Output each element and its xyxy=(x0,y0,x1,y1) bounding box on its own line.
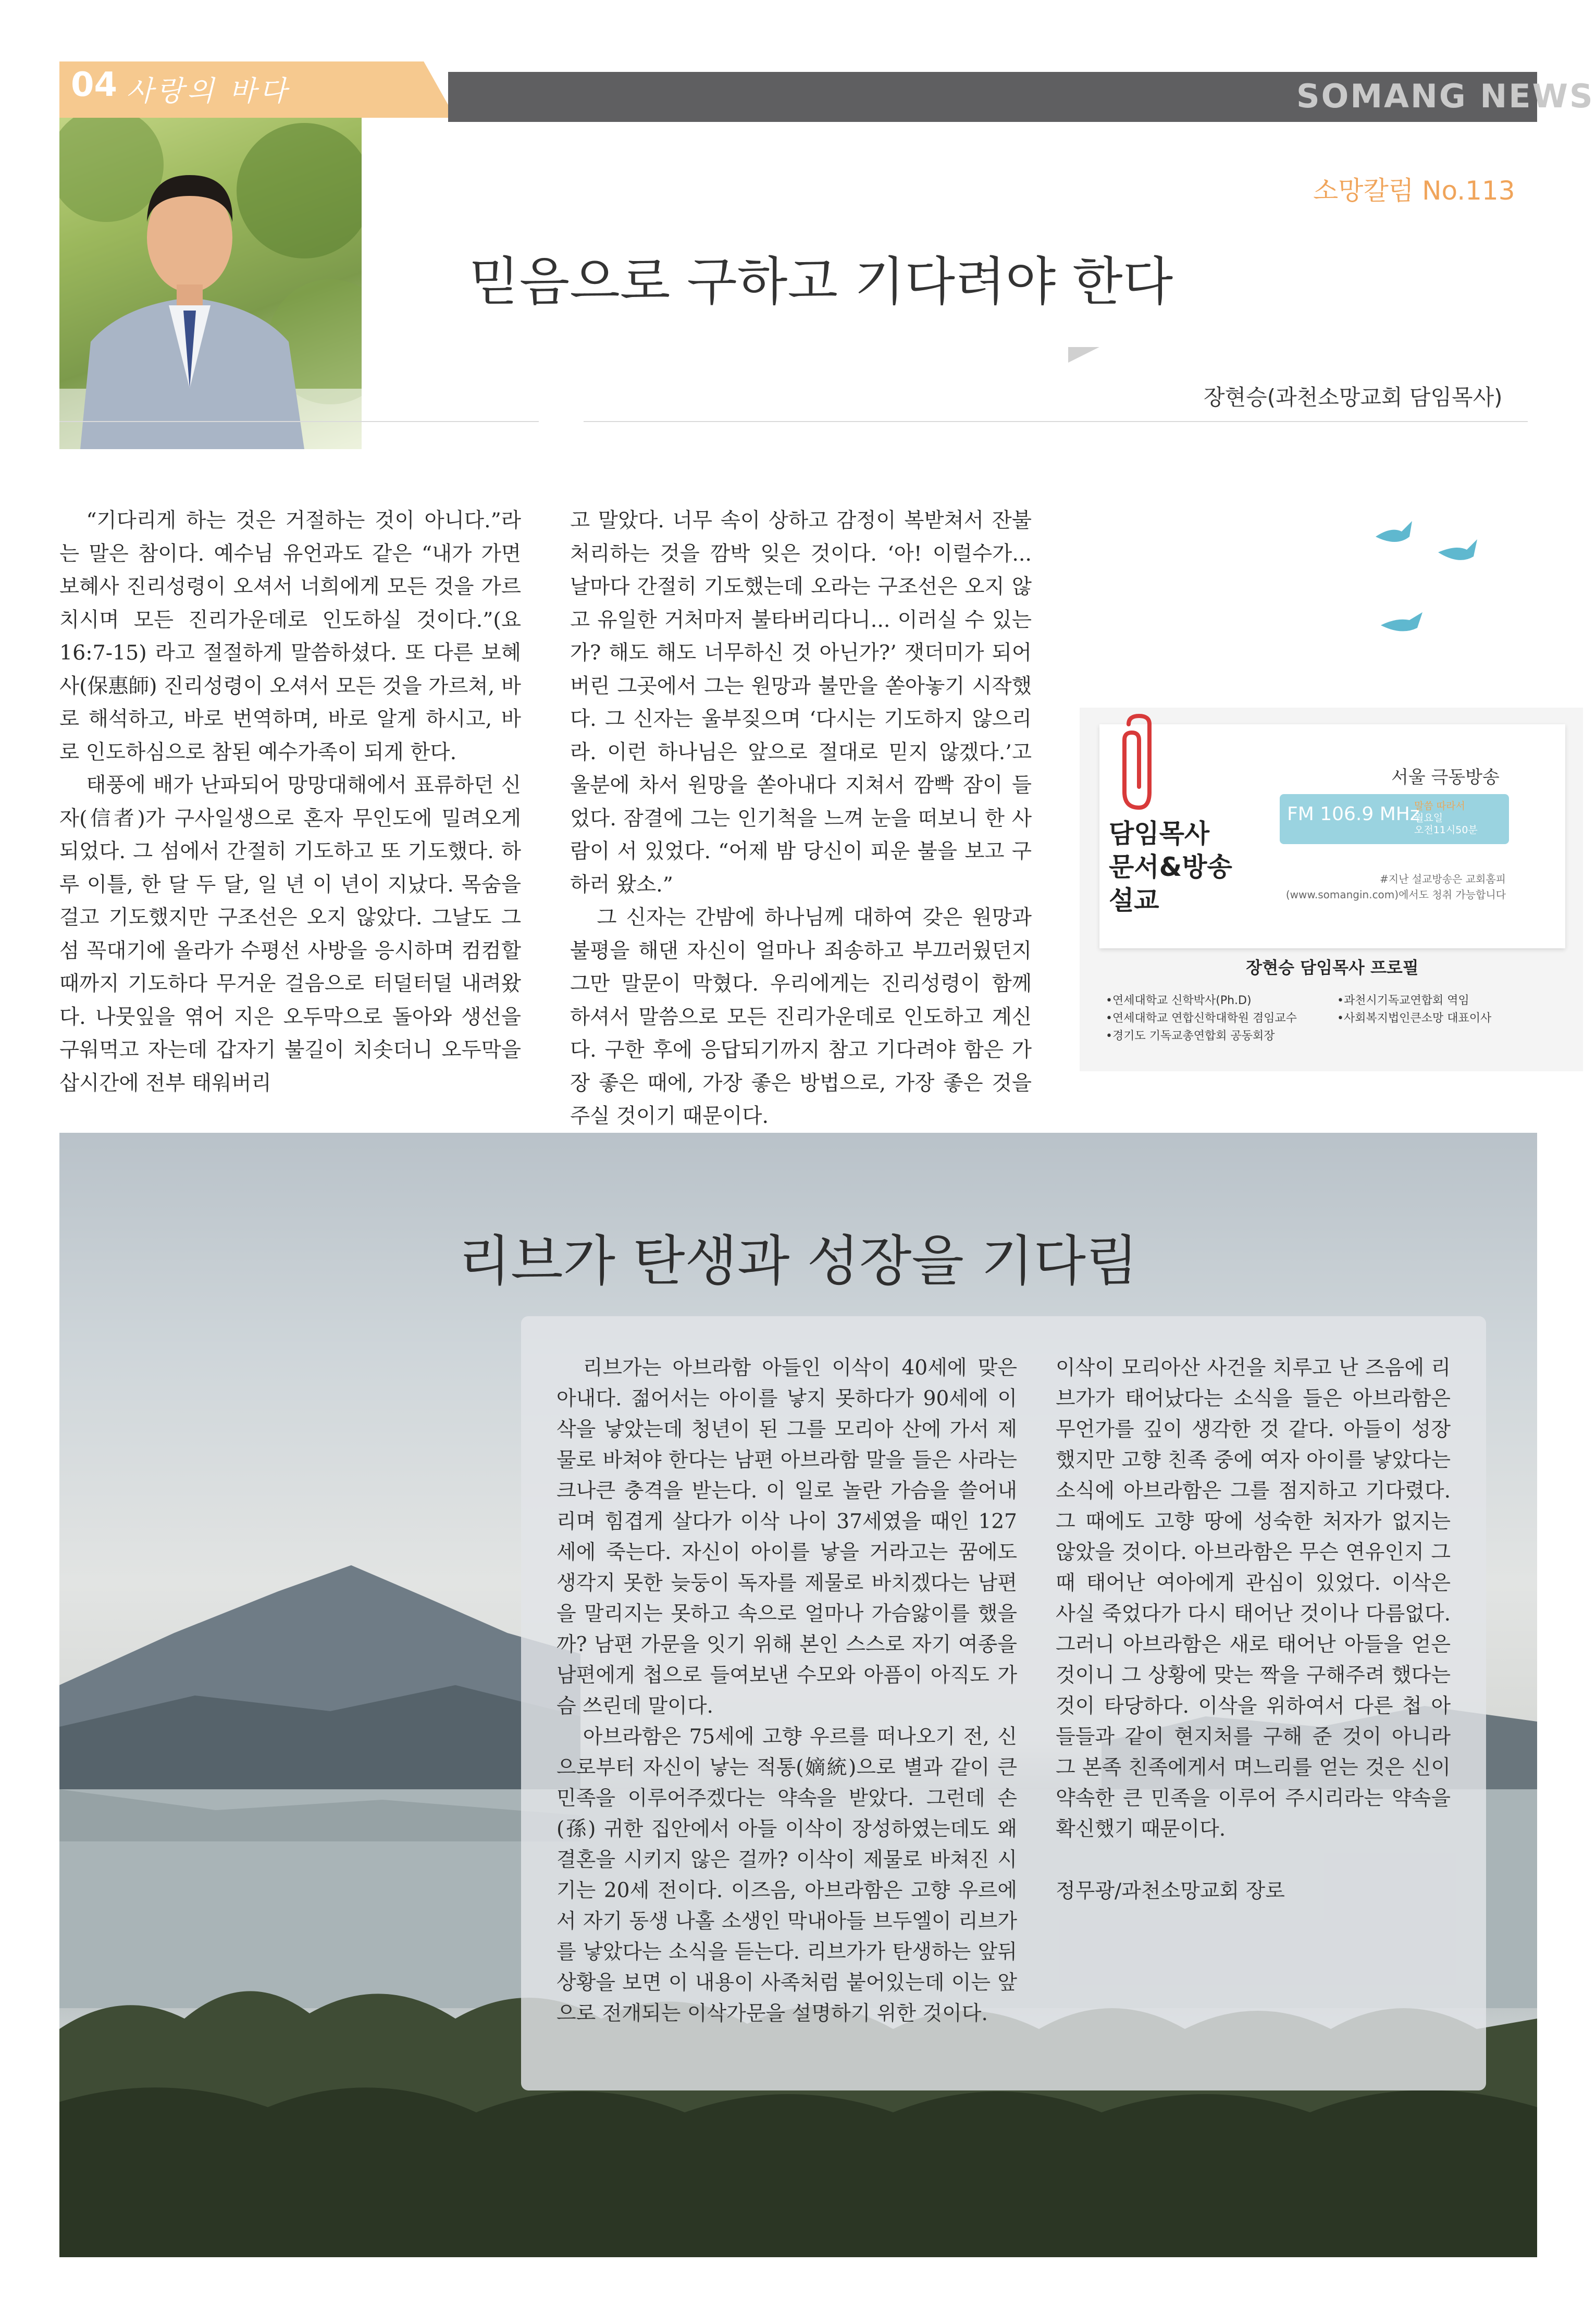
profile-item: •사회복지법인큰소망 대표이사 xyxy=(1337,1012,1492,1025)
paragraph: 이삭이 모리아산 사건을 치루고 난 즈음에 리브가가 태어났다는 소식을 들은 아브라함은 무언가를 깊이 생각한 것 같다. 아들이 성장했지만 고향 친족 중에 여자 아이를 낳았다는 소식에 아브라함은 그를 점지하고 기다렸다. 그 때에도 고향 땅에 성숙한 처자가 없지는 않았을 것이다. 아브라함은 무슨 연유인지 그때 태어난 여아에게 관심이 있었다. 이삭은 사실 죽었다가 다시 태어난 것이나 다름없다. 그러니 아브라함은 새로 태어난 아들을 얻은 것이니 그 상황에 맞는 짝을 구해주려 했다는 것이 타당하다. 이삭을 위하여서 다른 첩 아들들과 같이 현지처를 구해 준 것이 아니라 그 본족 친족에게서 며느리를 얻는 것은 신이 약속한 큰 민족을 이루어 주시리라는 약속을 확신했기 때문이다. xyxy=(1056,1356,1451,1841)
card-label-line: 문서&방송 xyxy=(1109,852,1232,882)
web-note-line: #지난 설교방송은 교회홈피 xyxy=(1380,873,1506,885)
feature-signature: 정무광/과천소망교회 장로 xyxy=(1056,1879,1285,1903)
fm-frequency: FM 106.9 MHz xyxy=(1287,803,1420,825)
feature-body-right xyxy=(1056,1353,1451,1907)
feature-body-left xyxy=(556,1353,1017,2029)
program-time: 오전11시50분 xyxy=(1414,824,1478,836)
pastor-portrait-illustration xyxy=(59,118,362,449)
broadcast-schedule xyxy=(1414,800,1478,836)
column-label: 소망칼럼 No.113 xyxy=(1313,176,1515,206)
divider xyxy=(584,421,1528,422)
divider xyxy=(59,421,539,422)
brand-logo: SOMANG NEWS xyxy=(1296,77,1594,115)
profile-item: •경기도 기독교총연합회 공동회장 xyxy=(1106,1030,1275,1043)
profile-item: •연세대학교 신학박사(Ph.D) xyxy=(1106,994,1252,1007)
profile-item: •연세대학교 연합신학대학원 겸임교수 xyxy=(1106,1012,1297,1025)
profile-item: •과천시기독교연합회 역임 xyxy=(1337,994,1469,1007)
feature-title: 리브가 탄생과 성장을 기다림 xyxy=(458,1229,1139,1293)
program-name: 말씀 따라서 xyxy=(1414,800,1465,812)
pastor-photo xyxy=(59,118,362,449)
paragraph: 고 말았다. 너무 속이 상하고 감정이 복받쳐서 잔불 처리하는 것을 깜박 잊은 것이다. ‘아! 이럴수가... 날마다 간절히 기도했는데 오라는 구조선은 오지 않고 유일한 거처마저 불타버리다니... 이러실 수 있는가? 해도 해도 너무하신 것 아닌가?’ 잿더미가 되어버린 그곳에서 그는 원망과 불만을 쏟아놓기 시작했다. 그 신자는 울부짖으며 ‘다시는 기도하지 않으리라. 이런 하나님은 앞으로 절대로 믿지 않겠다.’고 울분에 차서 원망을 쏟아내다 지쳐서 깜빡 잠이 들었다. 잠결에 그는 인기척을 느껴 눈을 떠보니 한 사람이 서 있었다. “어제 밤 당신이 피운 불을 보고 구하러 왔소.” xyxy=(570,509,1032,897)
column-author: 장현승(과천소망교회 담임목사) xyxy=(1204,385,1503,410)
paragraph: “기다리게 하는 것은 거절하는 것이 아니다.”라는 말은 참이다. 예수님 유언과도 같은 “내가 가면 보혜사 진리성령이 오셔서 너희에게 모든 것을 가르치시며 모든 진리가운데로 인도하실 것이다.”(요16:7-15) 라고 절절하게 말씀하셨다. 또 다른 보혜사(保惠師) 진리성령이 오셔서 모든 것을 가르쳐, 바로 해석하고, 바로 번역하며, 바로 알게 하시고, 바로 인도하심으로 참된 예수가족이 되게 한다. xyxy=(59,509,521,764)
program-day: 월요일 xyxy=(1414,812,1443,824)
section-title: 사랑의 바다 xyxy=(126,75,290,107)
card-label-line: 담임목사 xyxy=(1109,819,1210,849)
paragraph: 태풍에 배가 난파되어 망망대해에서 표류하던 신자(信者)가 구사일생으로 혼자 무인도에 밀려오게 되었다. 그 섬에서 간절히 기도하고 또 기도했다. 하루 이틀, 한 달 두 달, 일 년 이 년이 지났다. 목숨을 걸고 기도했지만 구조선은 오지 않았다. 그날도 그 섬 꼭대기에 올라가 수평선 사방을 응시하며 컴컴할 때까지 기도하다 무거운 걸음으로 터덜터덜 내려왔다. 나뭇잎을 엮어 지은 오두막으로 돌아와 생선을 구워먹고 자는데 갑자기 불길이 치솟더니 오두막을 삽시간에 전부 태워버리 xyxy=(59,773,521,1095)
card-label xyxy=(1109,817,1232,917)
title-accent xyxy=(1068,347,1099,363)
broadcaster-name: 서울 극동방송 xyxy=(1391,767,1500,788)
column-title: 믿음으로 구하고 기다려야 한다 xyxy=(469,251,1173,312)
profile-list xyxy=(1106,992,1297,1045)
paragraph: 그 신자는 간밤에 하나님께 대하여 갖은 원망과 불평을 해댄 자신이 얼마나 죄송하고 부끄러웠던지 그만 말문이 막혔다. 우리에게는 진리성령이 함께 하셔서 말씀으로 모든 진리가운데로 인도하고 계신다. 구한 후에 응답되기까지 참고 기다려야 함은 가장 좋은 때에, 가장 좋은 방법으로, 가장 좋은 것을 주실 것이기 때문이다. xyxy=(570,906,1032,1128)
web-note xyxy=(1271,871,1506,902)
column-body-right xyxy=(570,504,1032,1133)
paragraph: 리브가는 아브라함 아들인 이삭이 40세에 맞은 아내다. 젊어서는 아이를 낳지 못하다가 90세에 이삭을 낳았는데 청년이 된 그를 모리아 산에 가서 제물로 바쳐야 한다는 남편 아브라함 말을 들은 사라는 크나큰 충격을 받는다. 이 일로 놀란 가슴을 쓸어내리며 힘겹게 살다가 이삭 나이 37세였을 때인 127세에 죽는다. 자신이 아이를 낳을 거라고는 꿈에도 생각지 못한 늦둥이 독자를 제물로 바치겠다는 남편을 말리지는 못하고 속으로 얼마나 가슴앓이를 했을까? 남편 가문을 잇기 위해 본인 스스로 자기 여종을 남편에게 첩으로 들여보낸 수모와 아픔이 아직도 가슴 쓰린데 말이다. xyxy=(556,1356,1017,1718)
paperclip-icon xyxy=(1113,714,1176,813)
card-label-line: 설교 xyxy=(1109,885,1159,915)
profile-title: 장현승 담임목사 프로필 xyxy=(1246,958,1419,977)
web-note-line: (www.somangin.com)에서도 청취 가능합니다 xyxy=(1285,888,1506,901)
bird-icon xyxy=(1365,516,1521,672)
page-number: 04 xyxy=(71,66,118,104)
paragraph: 아브라함은 75세에 고향 우르를 떠나오기 전, 신으로부터 자신이 낳는 적통(嫡統)으로 별과 같이 큰 민족을 이루어주겠다는 약속을 받았다. 그런데 손(孫) 귀한 집안에서 아들 이삭이 장성하였는데도 왜 결혼을 시키지 않은 걸까? 이삭이 제물로 바쳐진 시기는 20세 전이다. 이즈음, 아브라함은 고향 우르에서 자기 동생 나홀 소생인 막내아들 브두엘이 리브가를 낳았다는 소식을 듣는다. 리브가가 탄생하는 앞뒤상황을 보면 이 내용이 사족처럼 붙어있는데 이는 앞으로 전개되는 이삭가문을 설명하기 위한 것이다. xyxy=(556,1725,1017,2025)
column-body-left xyxy=(59,504,521,1100)
profile-list xyxy=(1337,992,1491,1028)
